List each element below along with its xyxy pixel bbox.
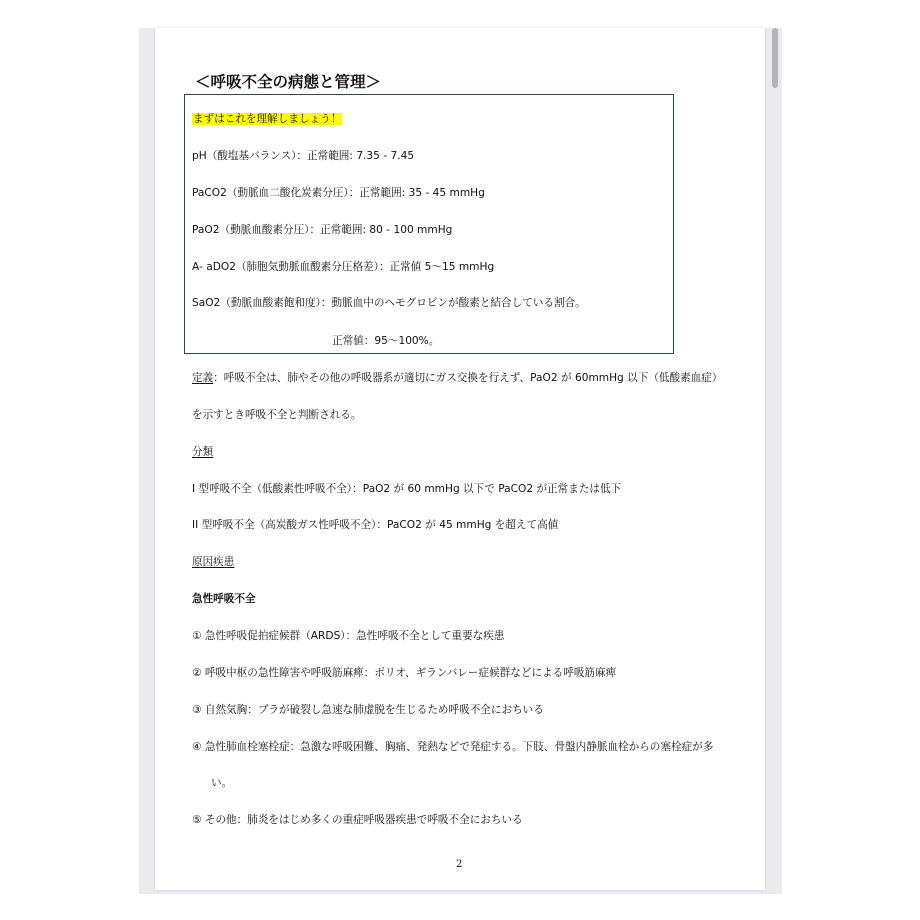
list-item: ③ 自然気胸：ブラが破裂し急速な肺虚脱を生じるため呼吸不全におちいる [192,704,544,716]
list-item: ② 呼吸中枢の急性障害や呼吸筋麻痺：ポリオ、ギランバレー症候群などによる呼吸筋麻痺 [192,667,617,679]
definition-paragraph: 定義：呼吸不全は、肺やその他の呼吸器系が適切にガス交換を行えず、PaO2 が 60mmHg 以下（低酸素血症） [192,372,723,384]
list-item: ⑤ その他：肺炎をはじめ多くの重症呼吸器疾患で呼吸不全におちいる [192,814,523,826]
type1-text: I 型呼吸不全（低酸素性呼吸不全）：PaO2 が 60 mmHg 以下で PaCO2 が正常または低下 [192,483,622,495]
vertical-scrollbar[interactable] [769,28,779,894]
document-page [155,28,765,890]
definition-paragraph-cont: を示すとき呼吸不全と判断される。 [192,409,362,421]
page-number: 2 [456,859,463,870]
box-line-sao2-normal: 正常値：95〜100%。 [332,335,440,347]
box-line-aado2: A- aDO2（肺胞気動脈血酸素分圧格差）：正常値 5〜15 mmHg [192,261,495,273]
type2-text: II 型呼吸不全（高炭酸ガス性呼吸不全）：PaCO2 が 45 mmHg を超えて高値 [192,519,559,531]
classification-heading: 分類 [192,446,214,458]
box-line-paco2: PaCO2（動脈血二酸化炭素分圧）：正常範囲: 35 - 45 mmHg [192,187,485,199]
list-item-cont: い。 [211,777,233,789]
acute-heading: 急性呼吸不全 [192,593,256,605]
box-line-pao2: PaO2（動脈血酸素分圧）：正常範囲: 80 - 100 mmHg [192,224,453,236]
causes-heading: 原因疾患 [192,556,235,568]
definition-label: 定義 [192,372,214,384]
document-viewer[interactable] [139,28,782,894]
list-item: ① 急性呼吸促拍症候群（ARDS）：急性呼吸不全として重要な疾患 [192,630,505,642]
scrollbar-thumb[interactable] [772,28,778,88]
box-line-ph: pH（酸塩基バランス）：正常範囲: 7.35 - 7.45 [192,150,415,162]
document-title: ＜呼吸不全の病態と管理＞ [195,73,382,91]
box-line-sao2: SaO2（動脈血酸素飽和度）：動脈血中のヘモグロビンが酸素と結合している割合。 [192,297,586,309]
box-highlight-text: まずはこれを理解しましょう！ [193,113,342,125]
list-item: ④ 急性肺血栓塞栓症：急激な呼吸困難、胸痛、発熱などで発症する。下肢、骨盤内静脈血栓からの塞栓症が多 [192,741,714,753]
